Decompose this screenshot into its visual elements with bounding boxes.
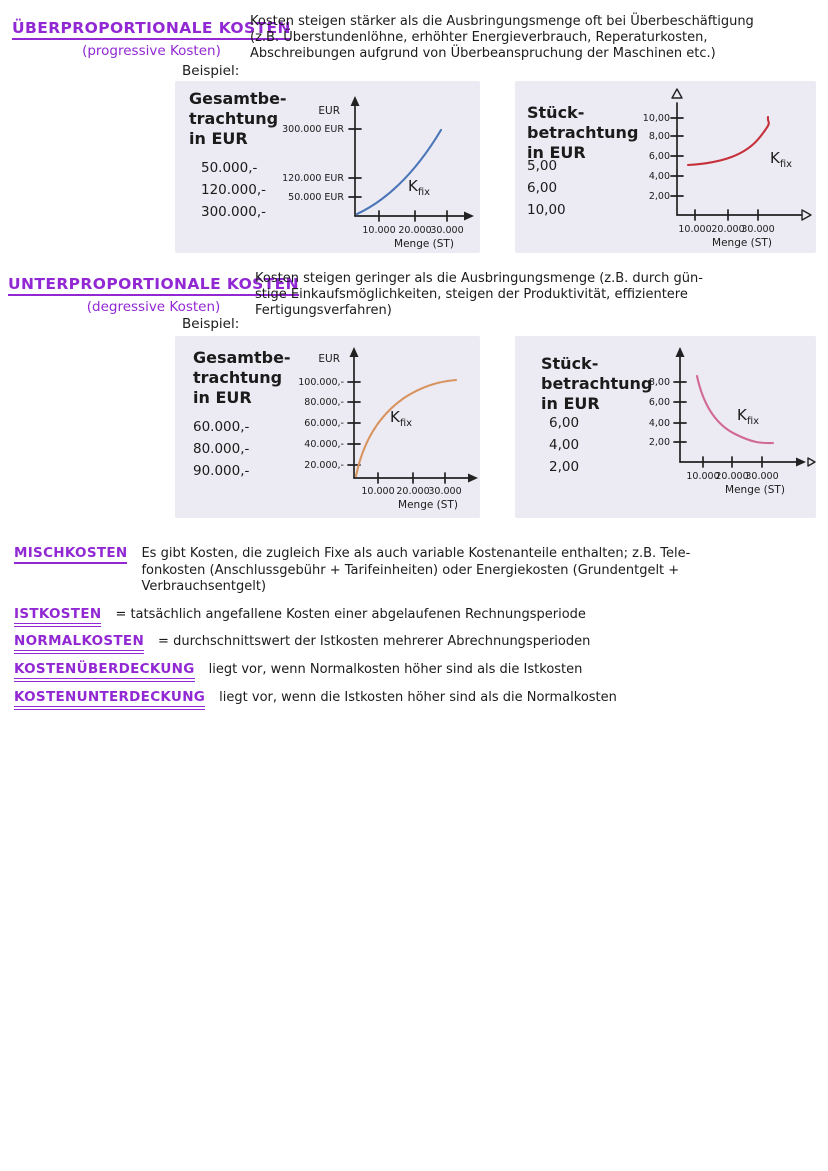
chart-side-values <box>193 416 249 482</box>
side-value: 5,00 <box>527 158 558 174</box>
definition-text-line: liegt vor, wenn Normalkosten höher sind als die Istkosten <box>208 662 583 677</box>
curve-label <box>770 149 792 170</box>
y-tick-label: 100.000,- <box>298 377 344 388</box>
y-axis-arrow <box>672 89 682 98</box>
section-title: UNTERPROPORTIONALE KOSTEN <box>8 275 299 296</box>
chart-title-line: Gesamtbe- <box>193 348 291 367</box>
chart-title <box>189 89 287 149</box>
definition-term: KOSTENUNTERDECKUNG <box>14 689 205 710</box>
x-axis-arrow <box>796 458 806 467</box>
cost-curve <box>357 130 441 214</box>
side-value: 6,00 <box>527 180 558 196</box>
x-axis-title: Menge (ST) <box>394 238 454 250</box>
x-tick-label: 30.000 <box>741 224 775 235</box>
chart-title-line: Stück- <box>527 103 585 122</box>
y-tick-label: 6,00 <box>648 397 670 408</box>
x-axis-arrow <box>464 212 474 221</box>
definition-term: MISCHKOSTEN <box>14 545 127 564</box>
chart-panel-stueck-progressiv <box>515 81 816 253</box>
definition-normalkosten <box>14 633 818 654</box>
chart-title-line: Stück- <box>541 354 599 373</box>
side-value: 60.000,- <box>193 419 250 435</box>
x-tick-label: 20.000 <box>396 486 430 497</box>
definition-text <box>141 545 690 596</box>
axes <box>671 89 811 220</box>
curve-label <box>737 406 759 427</box>
x-tick-label: 10.000 <box>678 224 712 235</box>
definition-mischkosten <box>14 545 818 596</box>
chart-title-line: Gesamtbe- <box>189 89 287 108</box>
x-axis-title: Menge (ST) <box>725 484 785 496</box>
x-axis-arrow <box>468 474 478 483</box>
y-tick-label: 8,00 <box>648 131 670 142</box>
chart-panel-stueck-degressiv <box>515 336 816 518</box>
chart-title <box>193 348 291 408</box>
y-tick-label: 10,00 <box>642 113 670 124</box>
side-value: 80.000,- <box>193 441 250 457</box>
description-line: (z.B. Überstundenlöhne, erhöhter Energieverbrauch, Reperaturkosten, <box>250 29 708 45</box>
x-tick-label: 20.000 <box>715 471 749 482</box>
y-tick-label: 120.000 EUR <box>282 173 344 184</box>
x-tick-label: 10.000 <box>361 486 395 497</box>
description-line: stige Einkaufsmöglichkeiten, steigen der Produktivität, effizientere <box>255 286 688 302</box>
curve-label <box>390 408 412 429</box>
definition-text <box>209 661 583 679</box>
side-value: 6,00 <box>549 415 580 431</box>
y-tick-label: 4,00 <box>648 171 670 182</box>
x-tick-label: 30.000 <box>428 486 462 497</box>
definition-text-line: = tatsächlich angefallene Kosten einer abgelaufenen Rechnungsperiode <box>115 607 586 622</box>
section-description <box>255 271 825 318</box>
definition-istkosten <box>14 606 818 627</box>
description-line: Kosten steigen stärker als die Ausbringungsmenge oft bei Überbeschäftigung <box>250 14 754 29</box>
side-value: 10,00 <box>527 202 566 218</box>
y-tick-label: 40.000,- <box>304 439 344 450</box>
definition-term: NORMALKOSTEN <box>14 633 144 654</box>
x-tick-label: 10.000 <box>686 471 720 482</box>
description-line: Abschreibungen aufgrund von Überbeanspruchung der Maschinen etc.) <box>250 45 716 61</box>
curve-label-k: K <box>737 406 747 424</box>
definition-text-line: Verbrauchsentgelt) <box>141 579 267 594</box>
side-value: 4,00 <box>549 437 580 453</box>
line-chart-gesamt-progressiv <box>278 83 478 251</box>
y-axis-arrow <box>351 96 360 106</box>
chart-title-line: in EUR <box>189 129 248 148</box>
y-tick-label: 2,00 <box>648 437 670 448</box>
y-axis-title: EUR <box>318 105 340 117</box>
x-axis-title: Menge (ST) <box>398 499 458 511</box>
definition-text <box>158 633 590 651</box>
y-tick-label: 8,00 <box>648 377 670 388</box>
curve-label-k: K <box>770 149 780 167</box>
definition-kostenueberdeckung <box>14 661 818 682</box>
chart-panel-gesamt-degressiv <box>175 336 480 518</box>
chart-side-values <box>201 157 266 223</box>
line-chart-stueck-degressiv <box>615 336 816 516</box>
curve-label-sub: fix <box>399 418 413 429</box>
y-tick-label: 50.000 EUR <box>288 192 344 203</box>
section-description <box>250 14 826 61</box>
chart-panel-gesamt-progressiv <box>175 81 480 253</box>
chart-title-line: trachtung <box>193 368 283 387</box>
x-tick-label: 30.000 <box>430 225 464 236</box>
y-tick-label: 2,00 <box>648 191 670 202</box>
x-tick-label: 20.000 <box>711 224 745 235</box>
side-value: 300.000,- <box>201 204 266 220</box>
side-value: 90.000,- <box>193 463 250 479</box>
curve-label-sub: fix <box>417 187 431 198</box>
cost-curve <box>697 376 773 443</box>
axes <box>348 347 478 483</box>
chart-title-line: trachtung <box>189 109 279 128</box>
example-label: Beispiel: <box>182 316 240 332</box>
description-line: Kosten steigen geringer als die Ausbringungsmenge (z.B. durch gün- <box>255 271 703 286</box>
x-axis-title: Menge (ST) <box>712 237 772 249</box>
x-tick-label: 20.000 <box>398 225 432 236</box>
x-tick-label: 10.000 <box>362 225 396 236</box>
x-axis-arrow-open <box>808 458 815 466</box>
side-value: 50.000,- <box>201 160 258 176</box>
chart-side-values <box>549 412 579 478</box>
description-line: Fertigungsverfahren) <box>255 302 392 318</box>
chart-title-line: in EUR <box>541 394 600 413</box>
y-tick-label: 60.000,- <box>304 418 344 429</box>
y-axis-title: EUR <box>318 353 340 365</box>
side-value: 120.000,- <box>201 182 266 198</box>
section-subtitle: (progressive Kosten) <box>82 43 221 59</box>
curve-label-k: K <box>390 408 400 426</box>
cost-curve <box>688 117 769 165</box>
curve-label-k: K <box>408 177 418 195</box>
example-label: Beispiel: <box>182 63 240 79</box>
definition-text-line: = durchschnittswert der Istkosten mehrerer Abrechnungsperioden <box>158 634 591 649</box>
chart-title-line: in EUR <box>193 388 252 407</box>
curve-label <box>408 177 430 198</box>
chart-title-line: betrachtung <box>541 374 653 393</box>
x-axis-arrow <box>802 210 811 220</box>
chart-title-line: betrachtung <box>527 123 639 142</box>
y-axis-arrow <box>350 347 359 357</box>
curve-label-sub: fix <box>779 159 793 170</box>
y-tick-label: 4,00 <box>648 418 670 429</box>
curve-label-sub: fix <box>746 416 760 427</box>
line-chart-stueck-progressiv <box>620 83 814 251</box>
y-tick-label: 300.000 EUR <box>282 124 344 135</box>
axes <box>349 96 474 221</box>
definition-term: ISTKOSTEN <box>14 606 101 627</box>
y-tick-label: 20.000,- <box>304 460 344 471</box>
definition-text-line: Es gibt Kosten, die zugleich Fixe als auch variable Kostenanteile enthalten; z.B. Tele- <box>141 546 691 561</box>
chart-title-line: in EUR <box>527 143 586 162</box>
line-chart-gesamt-degressiv <box>280 336 480 516</box>
y-tick-label: 80.000,- <box>304 397 344 408</box>
side-value: 2,00 <box>549 459 580 475</box>
x-tick-label: 30.000 <box>745 471 779 482</box>
definition-kostenunterdeckung <box>14 689 818 710</box>
definition-text-line: liegt vor, wenn die Istkosten höher sind als die Normalkosten <box>219 690 617 705</box>
section-subtitle: (degressive Kosten) <box>86 299 221 315</box>
definition-text-line: fonkosten (Anschlussgebühr + Tarifeinheiten) oder Energiekosten (Grundentgelt + <box>141 562 680 578</box>
y-tick-label: 6,00 <box>648 151 670 162</box>
definition-text <box>115 606 586 624</box>
definition-text <box>219 689 617 707</box>
section-title: ÜBERPROPORTIONALE KOSTEN <box>12 19 291 40</box>
y-axis-arrow <box>676 347 685 357</box>
chart-side-values <box>527 155 566 221</box>
definition-term: KOSTENÜBERDECKUNG <box>14 661 195 682</box>
